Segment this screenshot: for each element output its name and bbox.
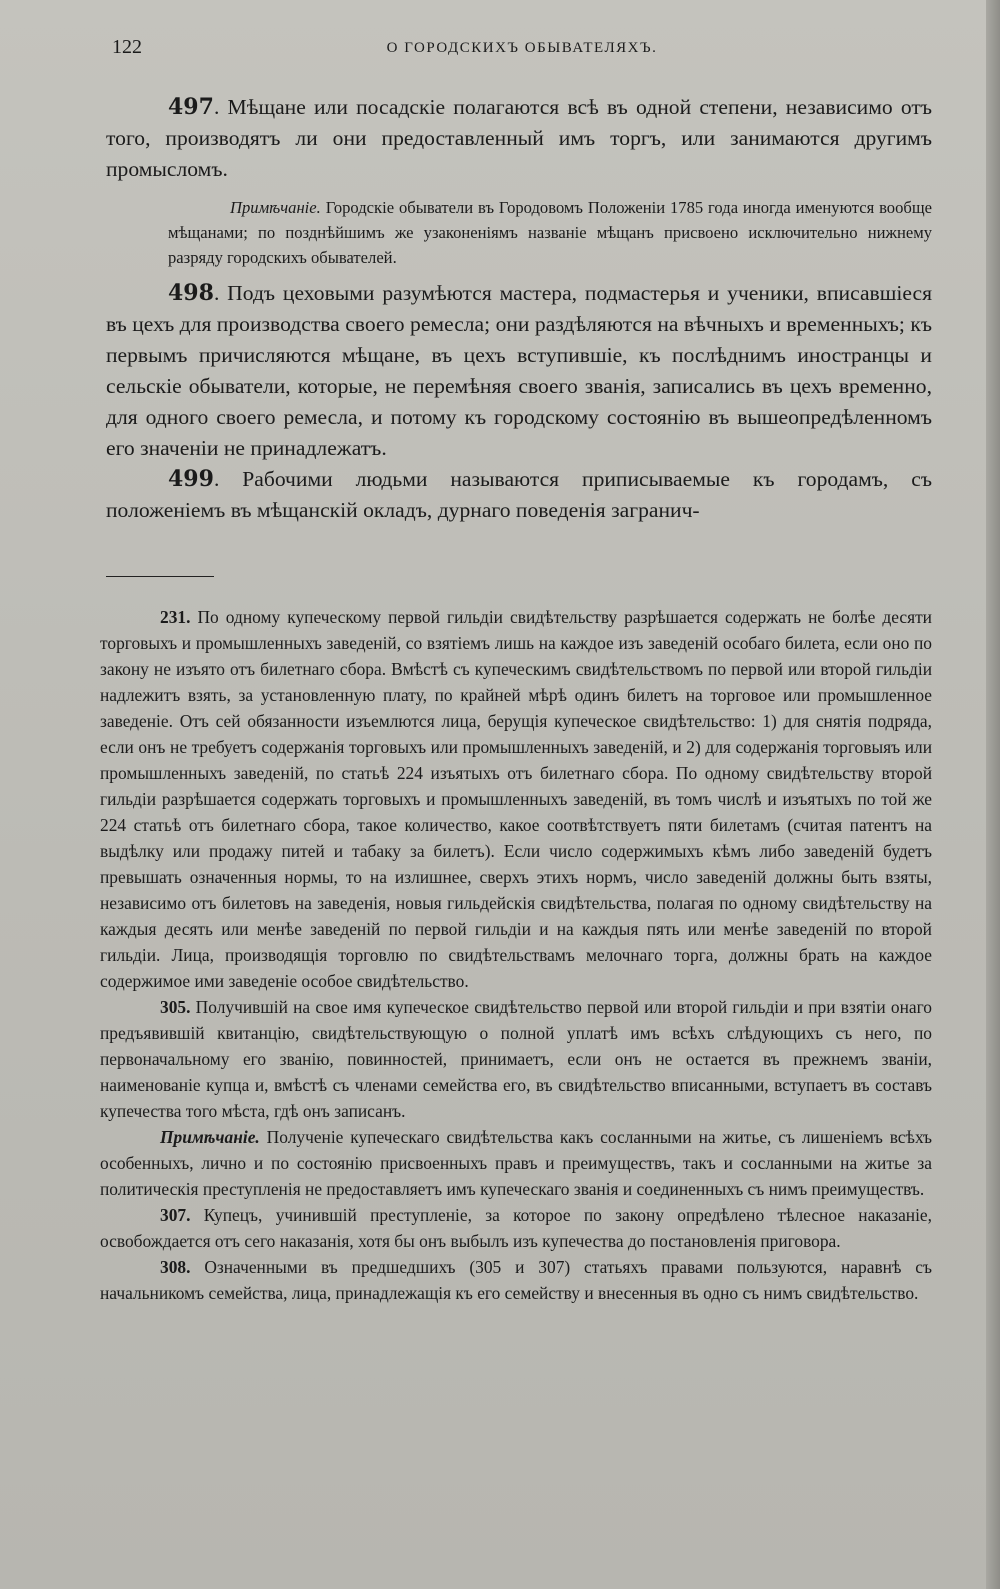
footnotes — [100, 604, 932, 1306]
running-head: О ГОРОДСКИХЪ ОБЫВАТЕЛЯХЪ. — [386, 40, 658, 56]
footnote-308 — [100, 1254, 932, 1306]
article-499 — [106, 464, 932, 526]
page-number: 122 — [112, 36, 142, 58]
note-text: Городскіе обыватели въ Городовомъ Положеніи 1785 года иногда именуются вообще мѣщанами; по позднѣйшимъ же узаконеніямъ названіе мѣщанъ присвоено исключительно нижнему разряду городскихъ обывателей. — [168, 198, 932, 267]
footnote-text: Купецъ, учинившій преступленіе, за которое по закону опредѣлено тѣлесное наказаніе, освобождается отъ сего наказанія, хотя бы онъ выбылъ изъ купечества до постановленія приговора. — [100, 1205, 932, 1251]
main-text — [106, 92, 932, 526]
footnote-text: По одному купеческому первой гильдіи свидѣтельству разрѣшается содержать не болѣе десяти торговыхъ и промышленныхъ заведеній, со взятіемъ лишь на каждое изъ заведеній особаго билета, если оно по закону не изъято отъ билетнаго сбора. Вмѣстѣ съ купеческимъ свидѣтельствомъ по первой или второй гильдіи надлежитъ взять, за установленную плату, по крайней мѣрѣ одинъ билетъ на торговое или промышленное заведеніе. Отъ сей обязанности изъемлются лица, берущія купеческое свидѣтельство: 1) для снятія подряда, если онъ не требуетъ содержанія торговыхъ или промышленныхъ заведеній, и 2) для содержанія торговыяъ или промышленныхъ заведеній, по статьѣ 224 изъятыхъ отъ билетнаго сбора. По одному свидѣтельству второй гильдіи разрѣшается содержать торговыхъ и промышленныхъ заведеній, въ томъ числѣ и изъятыхъ по той же 224 статьѣ отъ билетнаго сбора, такое количество, какое соотвѣтствуетъ пяти билетамъ (считая патентъ на выдѣлку или продажу питей и табаку за билетъ). Если число содержимыхъ кѣмъ либо заведеній будетъ превышать означенныя нормы, то на излишнее, сверхъ этихъ нормъ, число заведеній должны быть взяты, независимо отъ билетовъ на заведенія, новыя гильдейскія свидѣтельства, полагая по одному свидѣтельству на каждыя десять или менѣе заведеній по первой гильдіи и на каждыя пять или менѣе заведеній по второй гильдіи. Лица, производящія торговлю по свидѣтельствамъ мелочнаго торга, должны брать на каждое содержимое ими заведеніе особое свидѣтельство. — [100, 607, 932, 991]
article-text: . Рабочими людьми называются приписываемые къ городамъ, съ положеніемъ въ мѣщанскій окладъ, дурнаго поведенія загранич- — [106, 467, 932, 522]
footnote-note — [100, 1124, 932, 1202]
article-number: 498 — [168, 280, 214, 306]
footnote-separator — [106, 576, 214, 577]
footnote-305 — [100, 994, 932, 1124]
note-text: Полученіе купеческаго свидѣтельства какъ сосланными на житье, съ лишеніемъ всѣхъ особенныхъ, лично и по состоянію присвоенныхъ правъ и преимуществъ, такъ и сосланными на житье за политическія преступленія не предоставляетъ имъ купеческаго званія и соединенныхъ съ нимъ преимуществъ. — [100, 1127, 932, 1199]
article-497 — [106, 92, 932, 185]
footnote-number: 305. — [160, 997, 191, 1017]
note-municipal — [106, 195, 932, 270]
footnote-231 — [100, 604, 932, 994]
article-number: 499 — [168, 466, 214, 492]
footnote-text: Означенными въ предшедшихъ (305 и 307) статьяхъ правами пользуются, наравнѣ съ начальникомъ семейства, лица, принадлежащія къ его семейству и внесенныя въ одно съ нимъ свидѣтельство. — [100, 1257, 932, 1303]
article-498 — [106, 278, 932, 464]
note-label: Примѣчаніе. — [160, 1127, 260, 1147]
footnote-number: 308. — [160, 1257, 191, 1277]
page-edge-shadow — [986, 0, 1000, 1589]
footnote-text: Получившій на свое имя купеческое свидѣтельство первой или второй гильдіи и при взятіи онаго предъявившій квитанцію, свидѣтельствующую о полной уплатѣ имъ всѣхъ слѣдующихъ съ него, по первоначальному его званію, повинностей, принимаетъ, если онъ не остается въ прежнемъ званіи, наименованіе купца и, вмѣстѣ съ членами семейства его, въ свидѣтельство вписанными, вступаетъ въ составъ купечества того мѣста, гдѣ онъ записанъ. — [100, 997, 932, 1121]
article-text: . Мѣщане или посадскіе полагаются всѣ въ одной степени, независимо отъ того, производятъ ли они предоставленный имъ торгъ, или занимаются другимъ промысломъ. — [106, 95, 932, 181]
footnote-307 — [100, 1202, 932, 1254]
article-number: 497 — [168, 94, 214, 120]
note-label: Примѣчаніе. — [230, 198, 321, 217]
footnote-number: 307. — [160, 1205, 191, 1225]
page-header — [112, 36, 928, 66]
article-text: . Подъ цеховыми разумѣются мастера, подмастерья и ученики, вписавшіеся въ цехъ для производства своего ремесла; они раздѣляются на вѣчныхъ и временныхъ; къ первымъ причисляются мѣщане, въ цехъ вступившіе, къ послѣднимъ иностранцы и сельскіе обыватели, которые, не перемѣняя своего званія, записались въ цехъ временно, для одного своего ремесла, и потому къ городскому состоянію въ вышеопредѣленномъ его значеніи не принадлежатъ. — [106, 281, 932, 460]
footnote-number: 231. — [160, 607, 191, 627]
